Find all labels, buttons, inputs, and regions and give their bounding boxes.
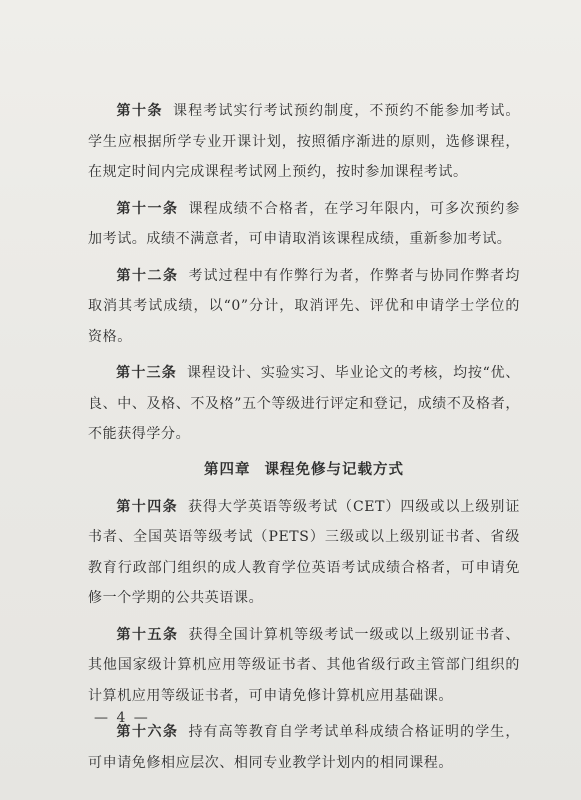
article-11 bbox=[88, 194, 520, 255]
article-12 bbox=[88, 261, 520, 353]
article-text: 课程考试实行考试预约制度，不预约不能参加考试。学生应根据所学专业开课计划，按照循序渐进的原则，选修课程，在规定时间内完成课程考试网上预约，按时参加课程考试。 bbox=[88, 103, 520, 180]
chapter-title: 课程免修与记载方式 bbox=[264, 461, 404, 478]
article-number: 第十条 bbox=[116, 103, 164, 119]
article-number: 第十二条 bbox=[116, 267, 179, 284]
page-number: — 4 — bbox=[94, 710, 150, 726]
article-text: 持有高等教育自学考试单科成绩合格证明的学生，可申请免修相应层次、相同专业教学计划内的相同课程。 bbox=[88, 724, 521, 771]
article-14 bbox=[88, 492, 520, 614]
article-13 bbox=[88, 358, 520, 450]
article-text: 获得大学英语等级考试（CET）四级或以上级别证书者、全国英语等级考试（PETS）三级或以上级别证书者、省级教育行政部门组织的成人教育学位英语考试成绩合格者，可申请免修一个学期的公共英语课。 bbox=[88, 498, 520, 606]
chapter-heading bbox=[88, 456, 520, 484]
chapter-number: 第四章 bbox=[204, 461, 251, 478]
article-number: 第十三条 bbox=[116, 365, 177, 381]
page-body bbox=[88, 96, 520, 784]
article-text: 课程成绩不合格者，在学习年限内，可多次预约参加考试。成绩不满意者，可申请取消该课程成绩，重新参加考试。 bbox=[88, 200, 521, 247]
article-number: 第十五条 bbox=[116, 626, 179, 643]
article-text: 考试过程中有作弊行为者，作弊者与协同作弊者均取消其考试成绩，以“0”分计，取消评先、评优和申请学士学位的资格。 bbox=[88, 267, 521, 345]
article-number: 第十六条 bbox=[116, 724, 179, 740]
article-16 bbox=[88, 717, 520, 778]
article-number: 第十四条 bbox=[116, 498, 178, 515]
article-text: 获得全国计算机等级考试一级或以上级别证书者、其他国家级计算机应用等级证书者、其他省级行政主管部门组织的计算机应用等级证书者，可申请免修计算机应用基础课。 bbox=[88, 626, 521, 704]
article-10 bbox=[88, 96, 520, 188]
article-number: 第十一条 bbox=[116, 200, 179, 217]
article-text: 课程设计、实验实习、毕业论文的考核，均按“优、良、中、及格、不及格”五个等级进行评定和登记，成绩不及格者，不能获得学分。 bbox=[88, 365, 520, 442]
article-15 bbox=[88, 620, 520, 712]
